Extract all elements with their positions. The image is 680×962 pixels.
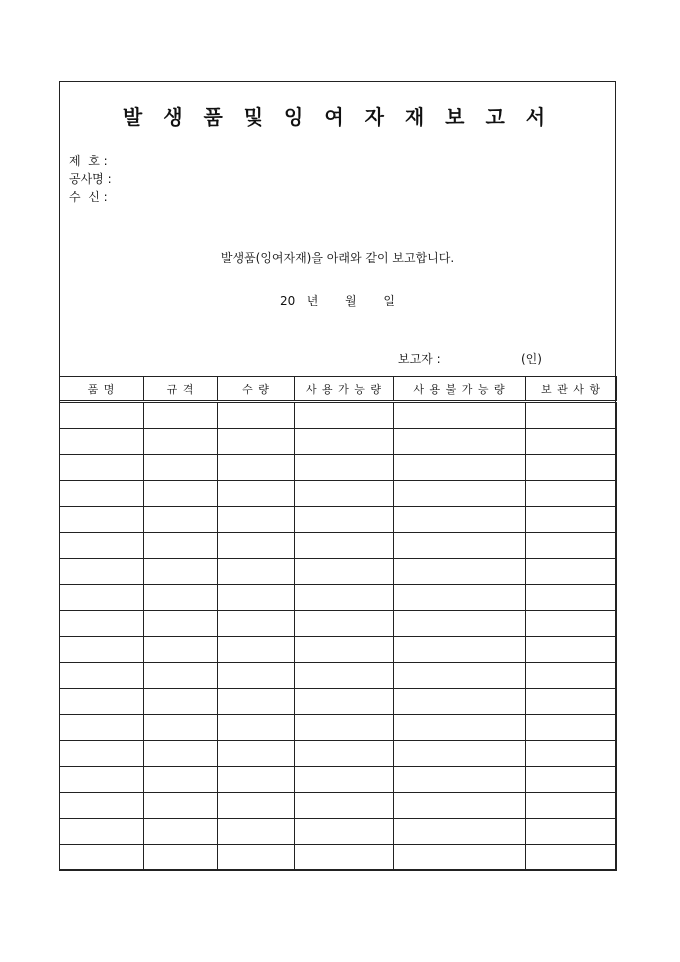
table-cell[interactable]: [218, 689, 295, 715]
table-cell[interactable]: [144, 793, 218, 819]
table-cell[interactable]: [144, 507, 218, 533]
table-row: [60, 741, 617, 767]
table-cell[interactable]: [144, 637, 218, 663]
table-cell[interactable]: [526, 741, 617, 767]
table-cell[interactable]: [60, 715, 144, 741]
table-header-row: [60, 377, 617, 402]
header-usable-qty: 사 용 가 능 량: [295, 377, 394, 402]
table-cell[interactable]: [394, 637, 526, 663]
table-cell[interactable]: [394, 402, 526, 429]
table-cell[interactable]: [526, 533, 617, 559]
date-line: [280, 292, 395, 309]
table-cell[interactable]: [526, 819, 617, 845]
table-row: [60, 507, 617, 533]
table-cell[interactable]: [218, 663, 295, 689]
table-cell[interactable]: [526, 507, 617, 533]
table-cell[interactable]: [60, 559, 144, 585]
table-cell[interactable]: [60, 429, 144, 455]
table-cell[interactable]: [394, 715, 526, 741]
year-label: 년: [306, 294, 319, 308]
table-cell[interactable]: [526, 402, 617, 429]
table-cell[interactable]: [295, 429, 394, 455]
table-cell[interactable]: [394, 455, 526, 481]
table-cell[interactable]: [526, 663, 617, 689]
project-name-label: 공사명 :: [69, 172, 112, 186]
table-cell[interactable]: [218, 585, 295, 611]
table-cell[interactable]: [60, 455, 144, 481]
items-table: [59, 376, 617, 871]
table-cell[interactable]: [295, 845, 394, 871]
table-cell[interactable]: [218, 767, 295, 793]
report-form: [59, 81, 616, 870]
table-cell[interactable]: [144, 845, 218, 871]
table-cell[interactable]: [218, 455, 295, 481]
table-cell[interactable]: [218, 793, 295, 819]
table-cell[interactable]: [144, 455, 218, 481]
table-row: [60, 819, 617, 845]
header-storage: 보 관 사 항: [526, 377, 617, 402]
table-cell[interactable]: [394, 845, 526, 871]
table-cell[interactable]: [60, 533, 144, 559]
table-cell[interactable]: [144, 741, 218, 767]
header-unusable-qty: 사 용 불 가 능 량: [394, 377, 526, 402]
table-cell[interactable]: [295, 663, 394, 689]
table-cell[interactable]: [295, 611, 394, 637]
table-cell[interactable]: [394, 819, 526, 845]
table-cell[interactable]: [394, 663, 526, 689]
table-cell[interactable]: [60, 507, 144, 533]
table-row: [60, 663, 617, 689]
table-cell[interactable]: [526, 845, 617, 871]
table-cell[interactable]: [144, 559, 218, 585]
table-cell[interactable]: [526, 715, 617, 741]
table-row: [60, 845, 617, 871]
table-row: [60, 585, 617, 611]
table-cell[interactable]: [295, 819, 394, 845]
header-item-name: 품 명: [60, 377, 144, 402]
table-cell[interactable]: [218, 559, 295, 585]
table-row: [60, 402, 617, 429]
table-cell[interactable]: [295, 481, 394, 507]
table-cell[interactable]: [295, 741, 394, 767]
table-cell[interactable]: [60, 767, 144, 793]
table-row: [60, 767, 617, 793]
recipient-label: 수 신 :: [69, 190, 108, 204]
table-cell[interactable]: [394, 611, 526, 637]
table-cell[interactable]: [394, 559, 526, 585]
table-cell[interactable]: [295, 507, 394, 533]
table-cell[interactable]: [60, 637, 144, 663]
table-cell[interactable]: [218, 845, 295, 871]
table-row: [60, 793, 617, 819]
table-cell[interactable]: [394, 767, 526, 793]
table-cell[interactable]: [394, 741, 526, 767]
table-cell[interactable]: [394, 481, 526, 507]
table-cell[interactable]: [295, 689, 394, 715]
table-cell[interactable]: [144, 663, 218, 689]
table-cell[interactable]: [60, 585, 144, 611]
table-row: [60, 481, 617, 507]
table-cell[interactable]: [218, 533, 295, 559]
table-cell[interactable]: [218, 507, 295, 533]
day-label: 일: [383, 294, 395, 308]
table-cell[interactable]: [60, 481, 144, 507]
table-cell[interactable]: [526, 455, 617, 481]
table-cell[interactable]: [526, 689, 617, 715]
reporter-label: 보고자 :: [398, 352, 441, 366]
table-cell[interactable]: [218, 715, 295, 741]
table-cell[interactable]: [60, 793, 144, 819]
header-spec: 규 격: [144, 377, 218, 402]
month-label: 월: [345, 294, 357, 308]
table-cell[interactable]: [526, 637, 617, 663]
table-row: [60, 611, 617, 637]
table-cell[interactable]: [295, 715, 394, 741]
table-cell[interactable]: [60, 402, 144, 429]
table-cell[interactable]: [394, 507, 526, 533]
table-cell[interactable]: [218, 637, 295, 663]
table-cell[interactable]: [394, 429, 526, 455]
table-cell[interactable]: [526, 559, 617, 585]
table-row: [60, 455, 617, 481]
table-cell[interactable]: [295, 455, 394, 481]
table-body: [60, 402, 617, 871]
table-cell[interactable]: [526, 481, 617, 507]
table-cell[interactable]: [526, 767, 617, 793]
table-row: [60, 715, 617, 741]
table-row: [60, 637, 617, 663]
table-cell[interactable]: [60, 611, 144, 637]
year-prefix: 20: [280, 294, 296, 308]
table-cell[interactable]: [394, 585, 526, 611]
table-cell[interactable]: [60, 845, 144, 871]
table-cell[interactable]: [144, 689, 218, 715]
table-row: [60, 559, 617, 585]
table-cell[interactable]: [526, 611, 617, 637]
table-row: [60, 429, 617, 455]
table-cell[interactable]: [144, 533, 218, 559]
table-cell[interactable]: [394, 793, 526, 819]
form-title: 발 생 품 및 잉 여 자 재 보 고 서: [122, 105, 553, 129]
table-cell[interactable]: [295, 402, 394, 429]
table-cell[interactable]: [394, 533, 526, 559]
table-cell[interactable]: [144, 819, 218, 845]
table-cell[interactable]: [144, 715, 218, 741]
table-cell[interactable]: [218, 741, 295, 767]
table-cell[interactable]: [60, 689, 144, 715]
table-cell[interactable]: [526, 585, 617, 611]
table-cell[interactable]: [295, 533, 394, 559]
header-quantity: 수 량: [218, 377, 295, 402]
report-statement: 발생품(잉여자재)을 아래와 같이 보고합니다.: [220, 251, 455, 265]
table-cell[interactable]: [144, 767, 218, 793]
table-cell[interactable]: [144, 585, 218, 611]
table-cell[interactable]: [295, 637, 394, 663]
doc-number-label: 제 호 :: [69, 154, 108, 168]
table-cell[interactable]: [526, 793, 617, 819]
table-cell[interactable]: [60, 741, 144, 767]
table-cell[interactable]: [295, 793, 394, 819]
table-cell[interactable]: [60, 819, 144, 845]
table-cell[interactable]: [218, 429, 295, 455]
table-cell[interactable]: [295, 767, 394, 793]
table-cell[interactable]: [144, 611, 218, 637]
table-cell[interactable]: [218, 481, 295, 507]
seal-label: (인): [521, 352, 542, 366]
table-cell[interactable]: [60, 663, 144, 689]
table-row: [60, 689, 617, 715]
table-row: [60, 533, 617, 559]
table-cell[interactable]: [144, 402, 218, 429]
table-cell[interactable]: [295, 559, 394, 585]
table-cell[interactable]: [526, 429, 617, 455]
table-cell[interactable]: [144, 481, 218, 507]
table-cell[interactable]: [144, 429, 218, 455]
table-cell[interactable]: [218, 402, 295, 429]
table-cell[interactable]: [295, 585, 394, 611]
table-cell[interactable]: [218, 819, 295, 845]
table-cell[interactable]: [218, 611, 295, 637]
table-cell[interactable]: [394, 689, 526, 715]
